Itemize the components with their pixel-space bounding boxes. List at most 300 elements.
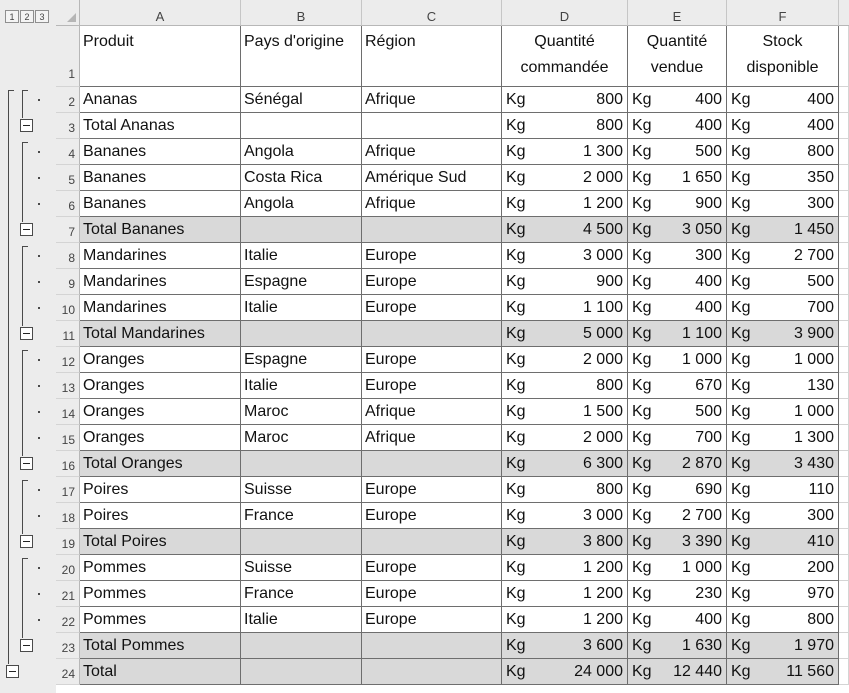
cell-a[interactable]: Oranges bbox=[80, 399, 241, 425]
cell-d[interactable] bbox=[502, 607, 628, 633]
row-header[interactable]: 19 bbox=[56, 529, 80, 555]
cell-e[interactable] bbox=[628, 373, 727, 399]
unit-label: Kg bbox=[506, 533, 526, 550]
value-label: 1 300 bbox=[793, 429, 834, 446]
cell-f[interactable] bbox=[727, 87, 839, 113]
cell-d[interactable] bbox=[502, 243, 628, 269]
unit-label: Kg bbox=[506, 507, 526, 524]
header-stock-disponible[interactable] bbox=[727, 26, 839, 87]
cell-d[interactable] bbox=[502, 503, 628, 529]
cell-f[interactable] bbox=[727, 139, 839, 165]
cell-d[interactable] bbox=[502, 425, 628, 451]
cell-c[interactable]: Europe bbox=[362, 373, 502, 399]
cell-e[interactable] bbox=[628, 295, 727, 321]
cell-c[interactable] bbox=[362, 529, 502, 555]
cell-c[interactable]: Afrique bbox=[362, 87, 502, 113]
row-header[interactable]: 12 bbox=[56, 347, 80, 373]
row-header[interactable]: 5 bbox=[56, 165, 80, 191]
cell-e[interactable] bbox=[628, 87, 727, 113]
value-label: 900 bbox=[596, 273, 623, 290]
unit-label: Kg bbox=[506, 481, 526, 498]
unit-label: Kg bbox=[506, 351, 526, 368]
row-header[interactable]: 20 bbox=[56, 555, 80, 581]
cell-e[interactable] bbox=[628, 113, 727, 139]
header-produit-label: Produit bbox=[83, 33, 134, 50]
unit-label: Kg bbox=[632, 429, 652, 446]
cell-d[interactable] bbox=[502, 373, 628, 399]
value-label: 3 900 bbox=[793, 325, 834, 342]
value-label: 800 bbox=[596, 481, 623, 498]
cell-c[interactable]: Europe bbox=[362, 503, 502, 529]
cell-d[interactable] bbox=[502, 555, 628, 581]
outline-level-2-button[interactable]: 2 bbox=[20, 10, 34, 23]
outline-detail-dot bbox=[38, 99, 40, 101]
cell-b[interactable]: Italie bbox=[241, 373, 362, 399]
outline-detail-dot bbox=[38, 203, 40, 205]
cell-c[interactable] bbox=[362, 633, 502, 659]
unit-label: Kg bbox=[632, 247, 652, 264]
cell-b[interactable] bbox=[241, 113, 362, 139]
cell-e[interactable] bbox=[628, 659, 727, 685]
cell-a[interactable]: Oranges bbox=[80, 373, 241, 399]
minus-collapse-icon[interactable] bbox=[20, 223, 33, 236]
empty-cell[interactable] bbox=[839, 633, 849, 659]
value-label: 400 bbox=[695, 611, 722, 628]
unit-label: Kg bbox=[506, 429, 526, 446]
row-header[interactable]: 17 bbox=[56, 477, 80, 503]
empty-cell[interactable] bbox=[839, 243, 849, 269]
unit-label: Kg bbox=[632, 169, 652, 186]
row-header[interactable]: 6 bbox=[56, 191, 80, 217]
unit-label: Kg bbox=[506, 325, 526, 342]
row-header[interactable]: 11 bbox=[56, 321, 80, 347]
value-label: 300 bbox=[807, 507, 834, 524]
cell-f[interactable] bbox=[727, 633, 839, 659]
empty-cell[interactable] bbox=[839, 555, 849, 581]
cell-d[interactable] bbox=[502, 399, 628, 425]
empty-cell[interactable] bbox=[839, 191, 849, 217]
minus-collapse-icon[interactable] bbox=[20, 327, 33, 340]
cell-c[interactable] bbox=[362, 451, 502, 477]
row-header[interactable]: 24 bbox=[56, 659, 80, 685]
cell-d[interactable] bbox=[502, 451, 628, 477]
value-label: 1 500 bbox=[582, 403, 623, 420]
value-label: 1 200 bbox=[582, 559, 623, 576]
row-header[interactable]: 16 bbox=[56, 451, 80, 477]
cell-e[interactable] bbox=[628, 503, 727, 529]
cell-f[interactable] bbox=[727, 581, 839, 607]
outline-level-3-button[interactable]: 3 bbox=[35, 10, 49, 23]
cell-c[interactable]: Europe bbox=[362, 477, 502, 503]
value-label: 3 800 bbox=[582, 533, 623, 550]
cell-d[interactable] bbox=[502, 529, 628, 555]
unit-label: Kg bbox=[632, 585, 652, 602]
row-header[interactable]: 3 bbox=[56, 113, 80, 139]
cell-e[interactable] bbox=[628, 269, 727, 295]
outline-group-bracket bbox=[22, 90, 28, 118]
cell-d[interactable] bbox=[502, 87, 628, 113]
header-produit[interactable] bbox=[80, 26, 241, 87]
select-all-triangle-icon bbox=[67, 13, 76, 22]
cell-b[interactable]: Italie bbox=[241, 243, 362, 269]
row-header[interactable]: 18 bbox=[56, 503, 80, 529]
cell-f[interactable] bbox=[727, 399, 839, 425]
unit-label: Kg bbox=[731, 481, 751, 498]
column-header-c[interactable]: C bbox=[362, 0, 502, 26]
unit-label: Kg bbox=[632, 117, 652, 134]
cell-d[interactable] bbox=[502, 165, 628, 191]
empty-cell[interactable] bbox=[839, 165, 849, 191]
empty-cell[interactable] bbox=[839, 477, 849, 503]
cell-f[interactable] bbox=[727, 165, 839, 191]
cell-e[interactable] bbox=[628, 555, 727, 581]
empty-cell[interactable] bbox=[839, 321, 849, 347]
cell-b[interactable] bbox=[241, 451, 362, 477]
cell-d[interactable] bbox=[502, 633, 628, 659]
cell-a[interactable]: Total bbox=[80, 659, 241, 685]
cell-a[interactable]: Poires bbox=[80, 477, 241, 503]
cell-b[interactable] bbox=[241, 529, 362, 555]
cell-c[interactable] bbox=[362, 113, 502, 139]
cell-a[interactable]: Mandarines bbox=[80, 243, 241, 269]
value-label: 3 390 bbox=[681, 533, 722, 550]
value-label: 6 300 bbox=[582, 455, 623, 472]
cell-c[interactable]: Europe bbox=[362, 607, 502, 633]
value-label: 1 450 bbox=[793, 221, 834, 238]
cell-b[interactable]: Angola bbox=[241, 191, 362, 217]
minus-collapse-icon[interactable] bbox=[20, 639, 33, 652]
row-header[interactable]: 22 bbox=[56, 607, 80, 633]
cell-e[interactable] bbox=[628, 165, 727, 191]
cell-a[interactable]: Bananes bbox=[80, 165, 241, 191]
unit-label: Kg bbox=[632, 91, 652, 108]
cell-a[interactable]: Total Oranges bbox=[80, 451, 241, 477]
cell-c[interactable]: Europe bbox=[362, 581, 502, 607]
empty-cell[interactable] bbox=[839, 451, 849, 477]
column-header-b[interactable]: B bbox=[241, 0, 362, 26]
cell-c[interactable]: Europe bbox=[362, 269, 502, 295]
cell-b[interactable] bbox=[241, 659, 362, 685]
cell-d[interactable] bbox=[502, 217, 628, 243]
row-header[interactable]: 1 bbox=[56, 26, 80, 87]
empty-cell[interactable] bbox=[839, 347, 849, 373]
value-label: 12 440 bbox=[673, 663, 722, 680]
cell-c[interactable] bbox=[362, 659, 502, 685]
cell-f[interactable] bbox=[727, 451, 839, 477]
value-label: 400 bbox=[807, 117, 834, 134]
cell-a[interactable]: Oranges bbox=[80, 425, 241, 451]
column-header-f[interactable]: F bbox=[727, 0, 839, 26]
row-header[interactable]: 15 bbox=[56, 425, 80, 451]
minus-collapse-icon[interactable] bbox=[20, 119, 33, 132]
value-label: 400 bbox=[695, 299, 722, 316]
cell-a[interactable]: Oranges bbox=[80, 347, 241, 373]
cell-d[interactable] bbox=[502, 477, 628, 503]
value-label: 200 bbox=[807, 559, 834, 576]
cell-f[interactable] bbox=[727, 529, 839, 555]
empty-cell[interactable] bbox=[839, 295, 849, 321]
unit-label: Kg bbox=[632, 559, 652, 576]
cell-b[interactable]: Costa Rica bbox=[241, 165, 362, 191]
unit-label: Kg bbox=[632, 403, 652, 420]
unit-label: Kg bbox=[506, 117, 526, 134]
cell-f[interactable] bbox=[727, 373, 839, 399]
column-header-g[interactable] bbox=[839, 0, 849, 26]
value-label: 2 700 bbox=[681, 507, 722, 524]
unit-label: Kg bbox=[632, 351, 652, 368]
cell-e[interactable] bbox=[628, 633, 727, 659]
row-header[interactable]: 14 bbox=[56, 399, 80, 425]
value-label: 2 870 bbox=[681, 455, 722, 472]
cell-c[interactable]: Afrique bbox=[362, 191, 502, 217]
cell-e[interactable] bbox=[628, 451, 727, 477]
header-pays[interactable] bbox=[241, 26, 362, 87]
value-label: 1 000 bbox=[793, 351, 834, 368]
value-label: 2 700 bbox=[793, 247, 834, 264]
unit-label: Kg bbox=[632, 143, 652, 160]
row-header[interactable]: 23 bbox=[56, 633, 80, 659]
cell-b[interactable]: Angola bbox=[241, 139, 362, 165]
cell-b[interactable]: Maroc bbox=[241, 399, 362, 425]
cell-b[interactable] bbox=[241, 217, 362, 243]
cell-d[interactable] bbox=[502, 191, 628, 217]
empty-cell[interactable] bbox=[839, 659, 849, 685]
cell-e[interactable] bbox=[628, 139, 727, 165]
empty-cell[interactable] bbox=[839, 113, 849, 139]
empty-cell[interactable] bbox=[839, 269, 849, 295]
header-region[interactable] bbox=[362, 26, 502, 87]
row-header[interactable]: 10 bbox=[56, 295, 80, 321]
value-label: 400 bbox=[695, 117, 722, 134]
cell-a[interactable]: Pommes bbox=[80, 607, 241, 633]
value-label: 500 bbox=[695, 403, 722, 420]
outline-level-bracket bbox=[8, 90, 14, 664]
unit-label: Kg bbox=[731, 195, 751, 212]
cell-f[interactable] bbox=[727, 269, 839, 295]
cell-d[interactable] bbox=[502, 139, 628, 165]
value-label: 3 000 bbox=[582, 247, 623, 264]
row-header[interactable]: 13 bbox=[56, 373, 80, 399]
unit-label: Kg bbox=[506, 611, 526, 628]
value-label: 690 bbox=[695, 481, 722, 498]
unit-label: Kg bbox=[506, 195, 526, 212]
row-header[interactable]: 4 bbox=[56, 139, 80, 165]
cell-f[interactable] bbox=[727, 191, 839, 217]
cell-e[interactable] bbox=[628, 477, 727, 503]
cell-f[interactable] bbox=[727, 659, 839, 685]
unit-label: Kg bbox=[731, 585, 751, 602]
cell-e[interactable] bbox=[628, 321, 727, 347]
unit-label: Kg bbox=[632, 663, 652, 680]
cell-b[interactable]: Espagne bbox=[241, 269, 362, 295]
value-label: 1 650 bbox=[681, 169, 722, 186]
value-label: 2 000 bbox=[582, 351, 623, 368]
cell-b[interactable]: Suisse bbox=[241, 477, 362, 503]
value-label: 11 560 bbox=[786, 663, 834, 680]
empty-cell[interactable] bbox=[839, 217, 849, 243]
value-label: 24 000 bbox=[574, 663, 623, 680]
cell-a[interactable]: Total Pommes bbox=[80, 633, 241, 659]
empty-cell[interactable] bbox=[839, 26, 849, 87]
outline-detail-dot bbox=[38, 515, 40, 517]
cell-c[interactable]: Europe bbox=[362, 243, 502, 269]
cell-d[interactable] bbox=[502, 347, 628, 373]
cell-a[interactable]: Mandarines bbox=[80, 295, 241, 321]
cell-e[interactable] bbox=[628, 347, 727, 373]
header-stock-disponible-label: Stock disponible bbox=[746, 33, 819, 76]
unit-label: Kg bbox=[731, 299, 751, 316]
cell-f[interactable] bbox=[727, 243, 839, 269]
cell-d[interactable] bbox=[502, 295, 628, 321]
outline-detail-dot bbox=[38, 593, 40, 595]
cell-e[interactable] bbox=[628, 243, 727, 269]
cell-d[interactable] bbox=[502, 581, 628, 607]
cell-c[interactable] bbox=[362, 321, 502, 347]
row-header[interactable]: 21 bbox=[56, 581, 80, 607]
cell-a[interactable]: Poires bbox=[80, 503, 241, 529]
column-header-a[interactable]: A bbox=[80, 0, 241, 26]
value-label: 1 100 bbox=[681, 325, 722, 342]
value-label: 1 300 bbox=[582, 143, 623, 160]
unit-label: Kg bbox=[731, 273, 751, 290]
unit-label: Kg bbox=[632, 455, 652, 472]
cell-a[interactable]: Pommes bbox=[80, 581, 241, 607]
cell-f[interactable] bbox=[727, 477, 839, 503]
unit-label: Kg bbox=[506, 585, 526, 602]
cell-b[interactable] bbox=[241, 633, 362, 659]
cell-f[interactable] bbox=[727, 607, 839, 633]
cell-e[interactable] bbox=[628, 529, 727, 555]
unit-label: Kg bbox=[731, 221, 751, 238]
outline-detail-dot bbox=[38, 307, 40, 309]
empty-cell[interactable] bbox=[839, 607, 849, 633]
unit-label: Kg bbox=[506, 455, 526, 472]
cell-f[interactable] bbox=[727, 425, 839, 451]
cell-a[interactable]: Bananes bbox=[80, 191, 241, 217]
cell-b[interactable]: Sénégal bbox=[241, 87, 362, 113]
row-header[interactable]: 7 bbox=[56, 217, 80, 243]
value-label: 500 bbox=[695, 143, 722, 160]
cell-b[interactable]: Suisse bbox=[241, 555, 362, 581]
cell-f[interactable] bbox=[727, 503, 839, 529]
cell-f[interactable] bbox=[727, 347, 839, 373]
empty-cell[interactable] bbox=[839, 425, 849, 451]
cell-e[interactable] bbox=[628, 425, 727, 451]
cell-d[interactable] bbox=[502, 321, 628, 347]
unit-label: Kg bbox=[632, 533, 652, 550]
column-header-d[interactable]: D bbox=[502, 0, 628, 26]
minus-collapse-icon[interactable] bbox=[20, 457, 33, 470]
unit-label: Kg bbox=[731, 429, 751, 446]
cell-c[interactable]: Afrique bbox=[362, 425, 502, 451]
cell-c[interactable]: Europe bbox=[362, 347, 502, 373]
value-label: 400 bbox=[695, 273, 722, 290]
outline-level-1-button[interactable]: 1 bbox=[5, 10, 19, 23]
cell-a[interactable]: Ananas bbox=[80, 87, 241, 113]
empty-cell[interactable] bbox=[839, 399, 849, 425]
cell-b[interactable]: Italie bbox=[241, 607, 362, 633]
cell-c[interactable]: Afrique bbox=[362, 139, 502, 165]
value-label: 800 bbox=[596, 117, 623, 134]
outline-detail-dot bbox=[38, 385, 40, 387]
cell-a[interactable]: Total Poires bbox=[80, 529, 241, 555]
unit-label: Kg bbox=[731, 533, 751, 550]
cell-d[interactable] bbox=[502, 659, 628, 685]
cell-c[interactable]: Europe bbox=[362, 295, 502, 321]
cell-f[interactable] bbox=[727, 295, 839, 321]
minus-collapse-icon[interactable] bbox=[6, 665, 19, 678]
cell-b[interactable] bbox=[241, 321, 362, 347]
unit-label: Kg bbox=[632, 325, 652, 342]
cell-f[interactable] bbox=[727, 113, 839, 139]
cell-f[interactable] bbox=[727, 555, 839, 581]
value-label: 1 200 bbox=[582, 585, 623, 602]
unit-label: Kg bbox=[506, 637, 526, 654]
cell-c[interactable]: Europe bbox=[362, 555, 502, 581]
select-all-button[interactable] bbox=[56, 0, 80, 26]
cell-a[interactable]: Pommes bbox=[80, 555, 241, 581]
cell-a[interactable]: Bananes bbox=[80, 139, 241, 165]
empty-cell[interactable] bbox=[839, 373, 849, 399]
cell-d[interactable] bbox=[502, 269, 628, 295]
cell-e[interactable] bbox=[628, 399, 727, 425]
cell-c[interactable]: Afrique bbox=[362, 399, 502, 425]
outline-group-bracket bbox=[22, 480, 28, 534]
cell-d[interactable] bbox=[502, 113, 628, 139]
empty-cell[interactable] bbox=[839, 503, 849, 529]
cell-f[interactable] bbox=[727, 321, 839, 347]
cell-b[interactable]: France bbox=[241, 581, 362, 607]
value-label: 800 bbox=[596, 377, 623, 394]
cell-c[interactable]: Amérique Sud bbox=[362, 165, 502, 191]
cell-b[interactable]: Italie bbox=[241, 295, 362, 321]
unit-label: Kg bbox=[632, 273, 652, 290]
cell-e[interactable] bbox=[628, 191, 727, 217]
outline-group-bracket bbox=[22, 350, 28, 456]
cell-b[interactable]: Espagne bbox=[241, 347, 362, 373]
header-region-label: Région bbox=[365, 33, 416, 50]
unit-label: Kg bbox=[731, 169, 751, 186]
cell-b[interactable]: Maroc bbox=[241, 425, 362, 451]
cell-a[interactable]: Total Mandarines bbox=[80, 321, 241, 347]
cell-a[interactable]: Mandarines bbox=[80, 269, 241, 295]
cell-b[interactable]: France bbox=[241, 503, 362, 529]
cell-e[interactable] bbox=[628, 607, 727, 633]
column-header-e[interactable]: E bbox=[628, 0, 727, 26]
row-header[interactable]: 8 bbox=[56, 243, 80, 269]
empty-cell[interactable] bbox=[839, 581, 849, 607]
empty-cell[interactable] bbox=[839, 139, 849, 165]
row-header[interactable]: 9 bbox=[56, 269, 80, 295]
outline-level-bar bbox=[0, 0, 56, 27]
value-label: 3 430 bbox=[793, 455, 834, 472]
header-quantite-vendue[interactable] bbox=[628, 26, 727, 87]
cell-c[interactable] bbox=[362, 217, 502, 243]
cell-a[interactable]: Total Ananas bbox=[80, 113, 241, 139]
minus-collapse-icon[interactable] bbox=[20, 535, 33, 548]
header-quantite-commandee[interactable] bbox=[502, 26, 628, 87]
empty-cell[interactable] bbox=[839, 87, 849, 113]
cell-f[interactable] bbox=[727, 217, 839, 243]
empty-cell[interactable] bbox=[839, 529, 849, 555]
unit-label: Kg bbox=[731, 663, 751, 680]
outline-detail-dot bbox=[38, 567, 40, 569]
cell-e[interactable] bbox=[628, 217, 727, 243]
cell-a[interactable]: Total Bananes bbox=[80, 217, 241, 243]
cell-e[interactable] bbox=[628, 581, 727, 607]
value-label: 800 bbox=[807, 611, 834, 628]
row-header[interactable]: 2 bbox=[56, 87, 80, 113]
